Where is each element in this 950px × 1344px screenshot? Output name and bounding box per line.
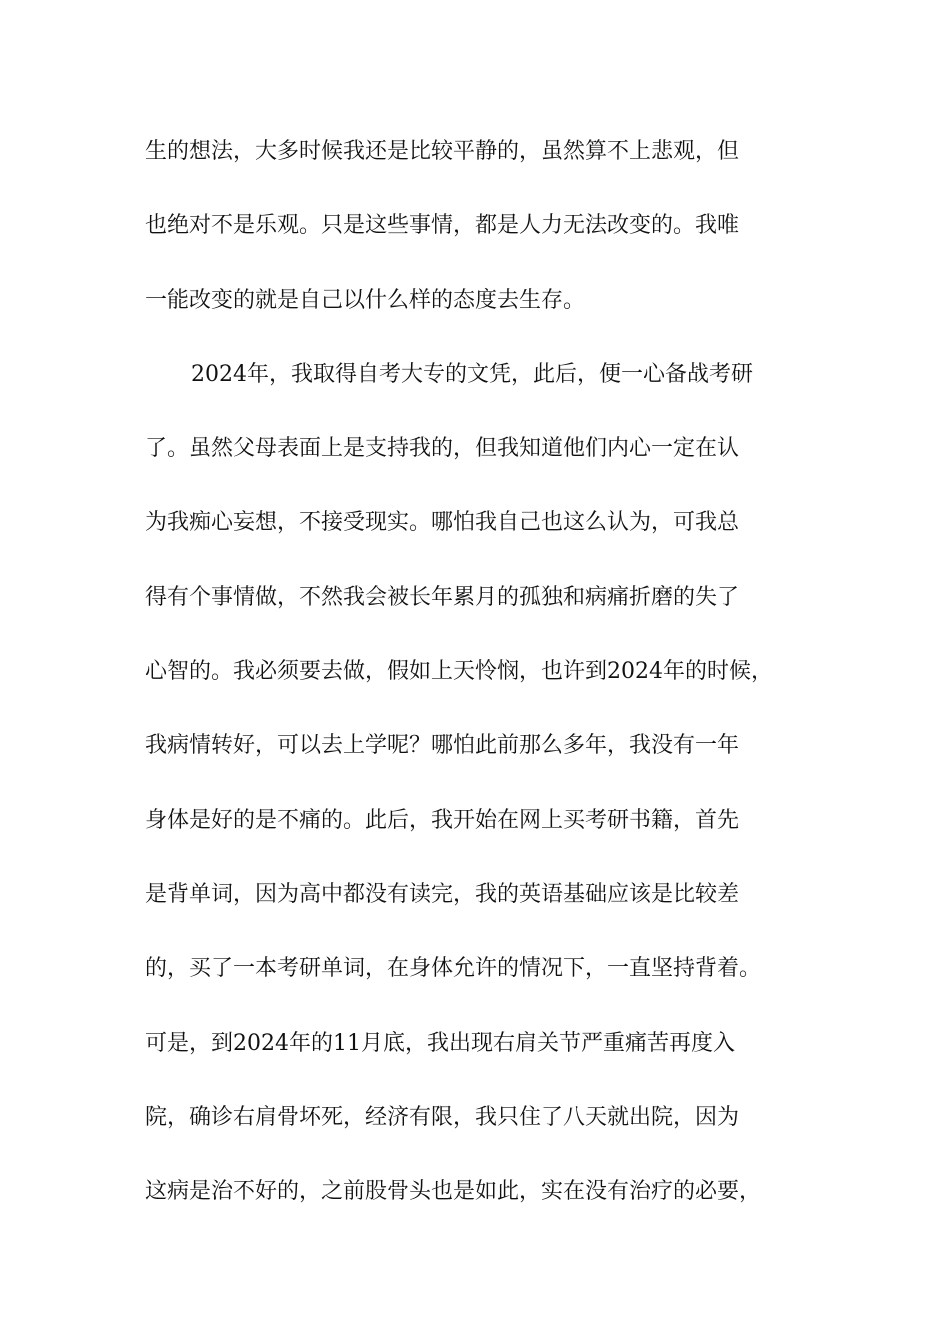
text-line-paragraph-start: 2024年，我取得自考大专的文凭，此后，便一心备战考研 bbox=[191, 361, 753, 387]
text-line: 也绝对不是乐观。只是这些事情，都是人力无法改变的。我唯 bbox=[145, 213, 740, 239]
text-line: 院，确诊右肩骨坏死，经济有限，我只住了八天就出院，因为 bbox=[145, 1104, 740, 1130]
text-line: 可是，到2024年的11月底，我出现右肩关节严重痛苦再度入 bbox=[145, 1030, 735, 1056]
text-line: 心智的。我必须要去做，假如上天怜悯，也许到2024年的时候， bbox=[145, 659, 773, 685]
body-text bbox=[145, 128, 825, 1242]
text-line: 一能改变的就是自己以什么样的态度去生存。 bbox=[145, 287, 586, 313]
text-line: 了。虽然父母表面上是支持我的，但我知道他们内心一定在认 bbox=[145, 436, 740, 462]
text-line: 我病情转好，可以去上学呢？哪怕此前那么多年，我没有一年 bbox=[145, 733, 740, 759]
text-line: 为我痴心妄想，不接受现实。哪怕我自己也这么认为，可我总 bbox=[145, 510, 740, 536]
text-line: 身体是好的是不痛的。此后，我开始在网上买考研书籍，首先 bbox=[145, 807, 740, 833]
text-line: 得有个事情做，不然我会被长年累月的孤独和病痛折磨的失了 bbox=[145, 584, 740, 610]
text-line: 这病是治不好的，之前股骨头也是如此，实在没有治疗的必要， bbox=[145, 1179, 762, 1205]
text-line: 的，买了一本考研单词，在身体允许的情况下，一直坚持背着。 bbox=[145, 956, 762, 982]
text-line: 生的想法，大多时候我还是比较平静的，虽然算不上悲观，但 bbox=[145, 139, 740, 164]
text-line: 是背单词，因为高中都没有读完，我的英语基础应该是比较差 bbox=[145, 881, 740, 907]
